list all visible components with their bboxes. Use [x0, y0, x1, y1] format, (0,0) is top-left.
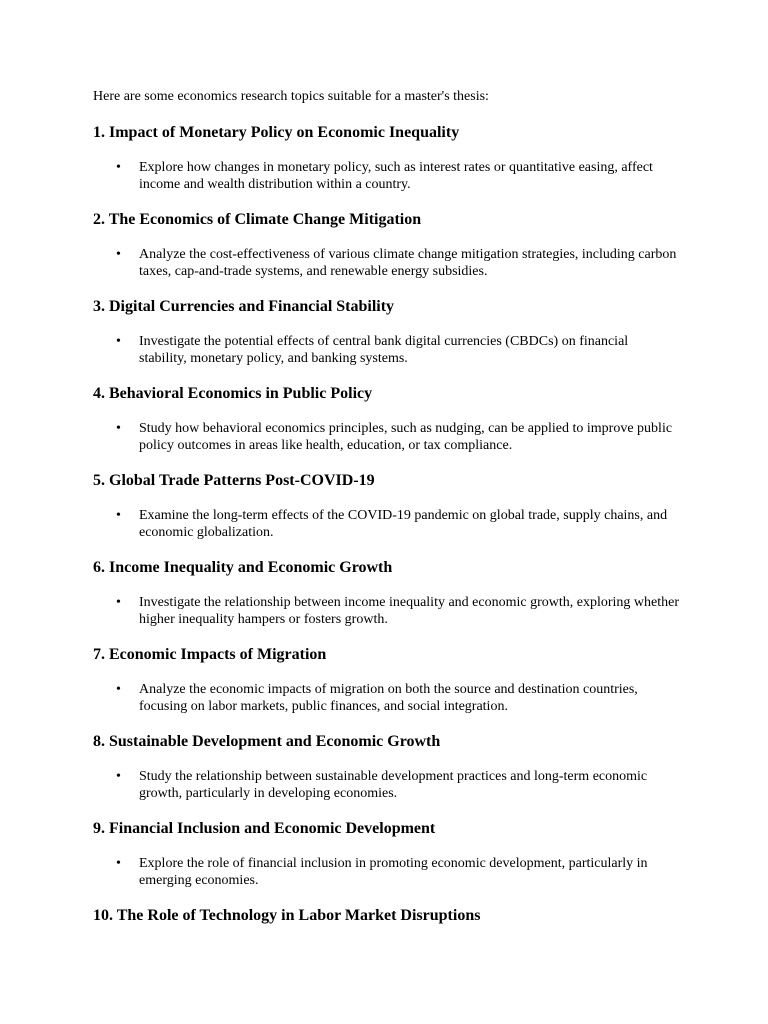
- topic-heading: 2. The Economics of Climate Change Mitigation: [93, 211, 422, 228]
- bullet-icon: •: [116, 160, 121, 175]
- bullet-icon: •: [116, 421, 121, 436]
- bullet-icon: •: [116, 856, 121, 871]
- topic-heading: 8. Sustainable Development and Economic Growth: [93, 733, 441, 750]
- topic-description: Analyze the cost-effectiveness of various climate change mitigation strategies, including carbon taxes, cap-and-trade systems, and renewable energy subsidies.: [139, 247, 677, 279]
- topic-description: Explore how changes in monetary policy, such as interest rates or quantitative easing, affect income and wealth distribution within a country.: [139, 160, 653, 192]
- topic-10: [93, 906, 693, 925]
- topic-3: [93, 297, 693, 367]
- topic-6: [93, 558, 693, 628]
- topic-heading: 6. Income Inequality and Economic Growth: [93, 559, 393, 576]
- list-item: [93, 594, 679, 628]
- bullet-icon: •: [116, 595, 121, 610]
- list-item: [93, 246, 679, 280]
- topic-description: Study the relationship between sustainable development practices and long-term economic growth, particularly in developing economies.: [139, 769, 648, 801]
- list-item: [93, 855, 679, 889]
- topic-9: [93, 819, 693, 889]
- topic-list: [93, 159, 693, 193]
- topic-list: [93, 333, 693, 367]
- topic-heading: 1. Impact of Monetary Policy on Economic Inequality: [93, 124, 460, 141]
- topic-1: [93, 123, 693, 193]
- topic-description: Investigate the relationship between income inequality and economic growth, exploring whether higher inequality hampers or fosters growth.: [139, 595, 679, 627]
- topic-list: [93, 594, 693, 628]
- topic-list: [93, 507, 693, 541]
- topic-description: Analyze the economic impacts of migration on both the source and destination countries, focusing on labor markets, public finances, and social integration.: [139, 682, 638, 714]
- topic-description: Explore the role of financial inclusion in promoting economic development, particularly in emerging economies.: [139, 856, 648, 888]
- list-item: [93, 420, 679, 454]
- intro-text: Here are some economics research topics suitable for a master's thesis:: [93, 89, 489, 104]
- topic-list: [93, 420, 693, 454]
- list-item: [93, 159, 679, 193]
- topic-2: [93, 210, 693, 280]
- list-item: [93, 768, 679, 802]
- topic-list: [93, 246, 693, 280]
- topic-heading: 5. Global Trade Patterns Post-COVID-19: [93, 472, 375, 489]
- topic-list: [93, 855, 693, 889]
- bullet-icon: •: [116, 508, 121, 523]
- bullet-icon: •: [116, 247, 121, 262]
- topic-description: Investigate the potential effects of central bank digital currencies (CBDCs) on financial stability, monetary policy, and banking systems.: [139, 334, 629, 366]
- topic-heading: 7. Economic Impacts of Migration: [93, 646, 327, 663]
- bullet-icon: •: [116, 334, 121, 349]
- list-item: [93, 333, 679, 367]
- topic-heading: 4. Behavioral Economics in Public Policy: [93, 385, 373, 402]
- list-item: [93, 681, 679, 715]
- topic-heading: 3. Digital Currencies and Financial Stability: [93, 298, 395, 315]
- bullet-icon: •: [116, 769, 121, 784]
- topic-7: [93, 645, 693, 715]
- topic-heading: 9. Financial Inclusion and Economic Development: [93, 820, 436, 837]
- topic-list: [93, 681, 693, 715]
- topic-description: Study how behavioral economics principles, such as nudging, can be applied to improve public policy outcomes in areas like health, education, or tax compliance.: [139, 421, 673, 453]
- topic-4: [93, 384, 693, 454]
- bullet-icon: •: [116, 682, 121, 697]
- topic-description: Examine the long-term effects of the COVID-19 pandemic on global trade, supply chains, and economic globalization.: [139, 508, 668, 540]
- topic-8: [93, 732, 693, 802]
- topic-heading: 10. The Role of Technology in Labor Market Disruptions: [93, 907, 481, 924]
- topic-5: [93, 471, 693, 541]
- document-page: [93, 88, 693, 942]
- topic-list: [93, 768, 693, 802]
- list-item: [93, 507, 679, 541]
